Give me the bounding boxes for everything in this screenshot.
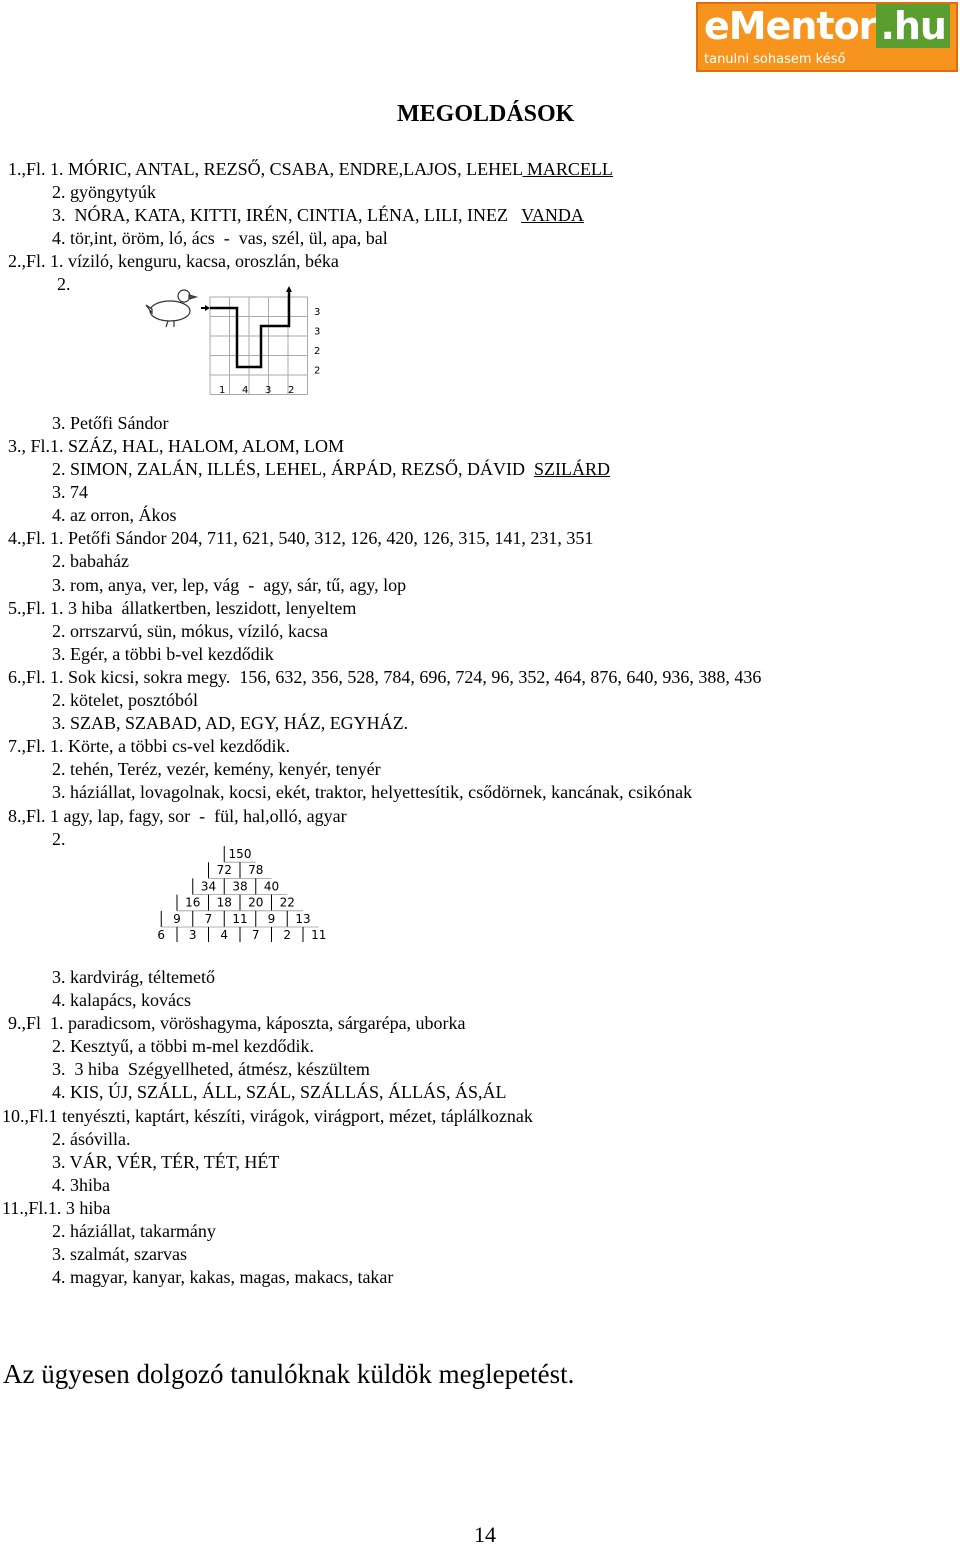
text-line <box>8 158 613 180</box>
text-line <box>8 527 593 549</box>
text-line <box>52 204 584 226</box>
column-clue: 2 <box>288 385 295 396</box>
row-clue: 3 <box>314 326 321 338</box>
pyramid-cell: 13 <box>295 911 311 926</box>
row-clue: 3 <box>314 307 321 318</box>
logo-brand-main: eMentor <box>704 4 877 48</box>
pyramid-cell: 9 <box>267 911 276 926</box>
underlined-answer: SZILÁRD <box>533 459 610 479</box>
text-line <box>52 712 408 734</box>
text-line-content: 2. orrszarvú, sün, mókus, víziló, kacsa <box>52 621 328 641</box>
text-line-content: 3., Fl.1. SZÁZ, HAL, HALOM, ALOM, LOM <box>8 436 345 456</box>
text-line <box>52 458 610 480</box>
text-line <box>8 250 339 272</box>
text-line-content: 3. 74 <box>52 482 88 502</box>
text-line-content: 9.,Fl 1. paradicsom, vöröshagyma, káposzta, sárgarépa, uborka <box>8 1013 466 1033</box>
text-line-content: 2. háziállat, takarmány <box>52 1221 216 1241</box>
pyramid-cell: 11 <box>311 928 327 942</box>
text-line-content: 3. Petőfi Sándor <box>52 413 169 433</box>
page-title: MEGOLDÁSOK <box>397 101 575 127</box>
text-line-content: 3. kardvirág, téltemető <box>52 967 215 987</box>
text-line-content: 2. SIMON, ZALÁN, ILLÉS, LEHEL, ÁRPÁD, REZSŐ, DÁVID <box>52 459 534 479</box>
text-line <box>2 1197 110 1219</box>
text-line-content: 4. az orron, Ákos <box>52 505 177 525</box>
pyramid-cell: 150 <box>228 847 252 861</box>
text-line <box>52 481 88 503</box>
text-line-content: 3. Egér, a többi b-vel kezdődik <box>52 644 274 664</box>
pyramid-cell: 4 <box>220 928 229 942</box>
pyramid-cell: 18 <box>216 895 232 910</box>
text-line <box>52 1128 131 1150</box>
text-line <box>52 620 328 642</box>
text-line <box>8 597 356 619</box>
text-line <box>52 758 381 780</box>
text-line-content: 4. KIS, ÚJ, SZÁLL, ÁLL, SZÁL, SZÁLLÁS, ÁLLÁS, ÁS,ÁL <box>52 1082 507 1102</box>
text-line-content: 4. 3hiba <box>52 1175 110 1195</box>
text-line <box>52 989 191 1011</box>
text-line <box>52 412 169 434</box>
text-line <box>52 1174 110 1196</box>
text-line-content: 2. kötelet, posztóból <box>52 690 198 710</box>
text-line-content: 4. kalapács, kovács <box>52 990 191 1010</box>
duck-icon <box>146 290 196 327</box>
text-line-content: 8.,Fl. 1 agy, lap, fagy, sor - fül, hal,olló, agyar <box>8 806 347 826</box>
text-line-content: 2.,Fl. 1. víziló, kenguru, kacsa, oroszlán, béka <box>8 251 339 271</box>
pyramid-cell: 34 <box>200 879 217 894</box>
text-line-content: 3. háziállat, lovagolnak, kocsi, ekét, traktor, helyettesítik, csődörnek, kancának, csikónak <box>52 782 693 802</box>
text-line <box>52 504 176 526</box>
pyramid-cell: 38 <box>232 879 248 894</box>
text-line <box>52 1058 370 1080</box>
pyramid-cell: 6 <box>157 928 166 942</box>
text-line-content: 2. gyöngytyúk <box>52 182 157 202</box>
underlined-answer: VANDA <box>521 205 584 225</box>
text-line-content: 3. NÓRA, KATA, KITTI, IRÉN, CINTIA, LÉNA, LILI, INEZ <box>52 205 522 225</box>
pyramid-cell: 20 <box>248 895 264 910</box>
column-clue: 1 <box>219 385 226 396</box>
text-line <box>52 781 692 803</box>
text-line <box>8 1012 466 1034</box>
pyramid-cell: 11 <box>232 911 248 926</box>
puzzle-grid <box>210 297 308 395</box>
page-number: 14 <box>474 1522 496 1547</box>
underlined-answer: MARCELL <box>522 159 613 179</box>
text-line <box>52 643 274 665</box>
closing-message: Az ügyesen dolgozó tanulóknak küldök meglepetést. <box>3 1359 575 1389</box>
logo-brand <box>704 4 950 48</box>
text-line-content: 4.,Fl. 1. Petőfi Sándor 204, 711, 621, 540, 312, 126, 420, 126, 315, 141, 231, 351 <box>8 528 594 548</box>
pyramid-cell: 7 <box>204 911 213 926</box>
grid-puzzle-figure <box>144 283 334 398</box>
row-clue: 2 <box>314 365 321 377</box>
pyramid-cell: 72 <box>216 863 232 878</box>
text-line <box>8 666 761 688</box>
text-line <box>52 1220 216 1242</box>
text-line-content: 5.,Fl. 1. 3 hiba állatkertben, leszidott, lenyeltem <box>8 598 357 618</box>
column-clue: 4 <box>242 385 249 396</box>
exit-arrow-icon <box>286 286 292 292</box>
text-line <box>52 1035 314 1057</box>
text-line-content: 6.,Fl. 1. Sok kicsi, sokra megy. 156, 632, 356, 528, 784, 696, 724, 96, 352, 464, 876, 640, 936, 388, 436 <box>8 667 762 687</box>
pyramid-cell: 9 <box>173 911 181 926</box>
text-line <box>52 574 406 596</box>
text-line-content: 3. rom, anya, ver, lep, vág - agy, sár, tű, agy, lop <box>52 575 407 595</box>
text-line <box>52 1243 187 1265</box>
text-line-content: 2. ásóvilla. <box>52 1129 131 1149</box>
text-line <box>52 181 156 203</box>
text-line-content: 4. magyar, kanyar, kakas, magas, makacs, takar <box>52 1267 394 1287</box>
text-line-content: 4. tör,int, öröm, ló, ács - vas, szél, ül, apa, bal <box>52 228 388 248</box>
pyramid-cell: 78 <box>248 863 264 878</box>
text-line-content: 2. tehén, Teréz, vezér, kemény, kenyér, tenyér <box>52 759 381 779</box>
text-line <box>52 689 198 711</box>
text-line <box>2 1105 533 1127</box>
logo-brand-tld: .hu <box>876 4 950 48</box>
text-line-content: 3. SZAB, SZABAD, AD, EGY, HÁZ, EGYHÁZ. <box>52 713 409 733</box>
text-line <box>52 828 66 850</box>
pyramid-cell: 7 <box>251 928 260 942</box>
text-line-content: 3. VÁR, VÉR, TÉR, TÉT, HÉT <box>52 1152 280 1172</box>
text-line-content: 3. 3 hiba Szégyellheted, átmész, készültem <box>52 1059 370 1079</box>
text-line-content: 7.,Fl. 1. Körte, a többi cs-vel kezdődik. <box>8 736 290 756</box>
text-line-content: 2. <box>52 829 66 849</box>
pyramid-cell: 40 <box>263 879 280 894</box>
text-line <box>52 1081 507 1103</box>
text-line <box>8 435 344 457</box>
text-line-content: 10.,Fl.1 tenyészti, kaptárt, készíti, virágok, virágport, mézet, táplálkoznak <box>2 1106 533 1126</box>
text-line-content: 2. <box>57 274 71 294</box>
logo-tagline: tanulni sohasem késő <box>704 52 846 67</box>
pyramid-cell: 16 <box>185 895 201 910</box>
text-line-content: 3. szalmát, szarvas <box>52 1244 187 1264</box>
pyramid-cell: 22 <box>279 895 295 910</box>
text-line-content: 11.,Fl.1. 3 hiba <box>2 1198 111 1218</box>
text-line <box>57 273 71 295</box>
row-clue: 2 <box>314 346 321 357</box>
text-line <box>8 805 347 827</box>
column-clue: 3 <box>265 385 272 396</box>
number-pyramid-figure <box>146 842 336 942</box>
text-line <box>8 735 290 757</box>
entry-arrowhead-icon <box>205 305 210 311</box>
text-line <box>52 966 215 988</box>
text-line <box>52 1151 279 1173</box>
text-line-content: 1.,Fl. 1. MÓRIC, ANTAL, REZSŐ, CSABA, ENDRE,LAJOS, LEHEL <box>8 159 523 179</box>
pyramid-cell: 3 <box>188 928 197 942</box>
text-line-content: 2. babaház <box>52 551 129 571</box>
text-line-content: 2. Kesztyű, a többi m-mel kezdődik. <box>52 1036 314 1056</box>
text-line <box>52 1266 393 1288</box>
text-line <box>52 227 388 249</box>
ementor-logo <box>696 2 958 72</box>
row-clues <box>314 307 320 377</box>
text-line <box>52 550 129 572</box>
pyramid-cell: 2 <box>283 928 292 942</box>
